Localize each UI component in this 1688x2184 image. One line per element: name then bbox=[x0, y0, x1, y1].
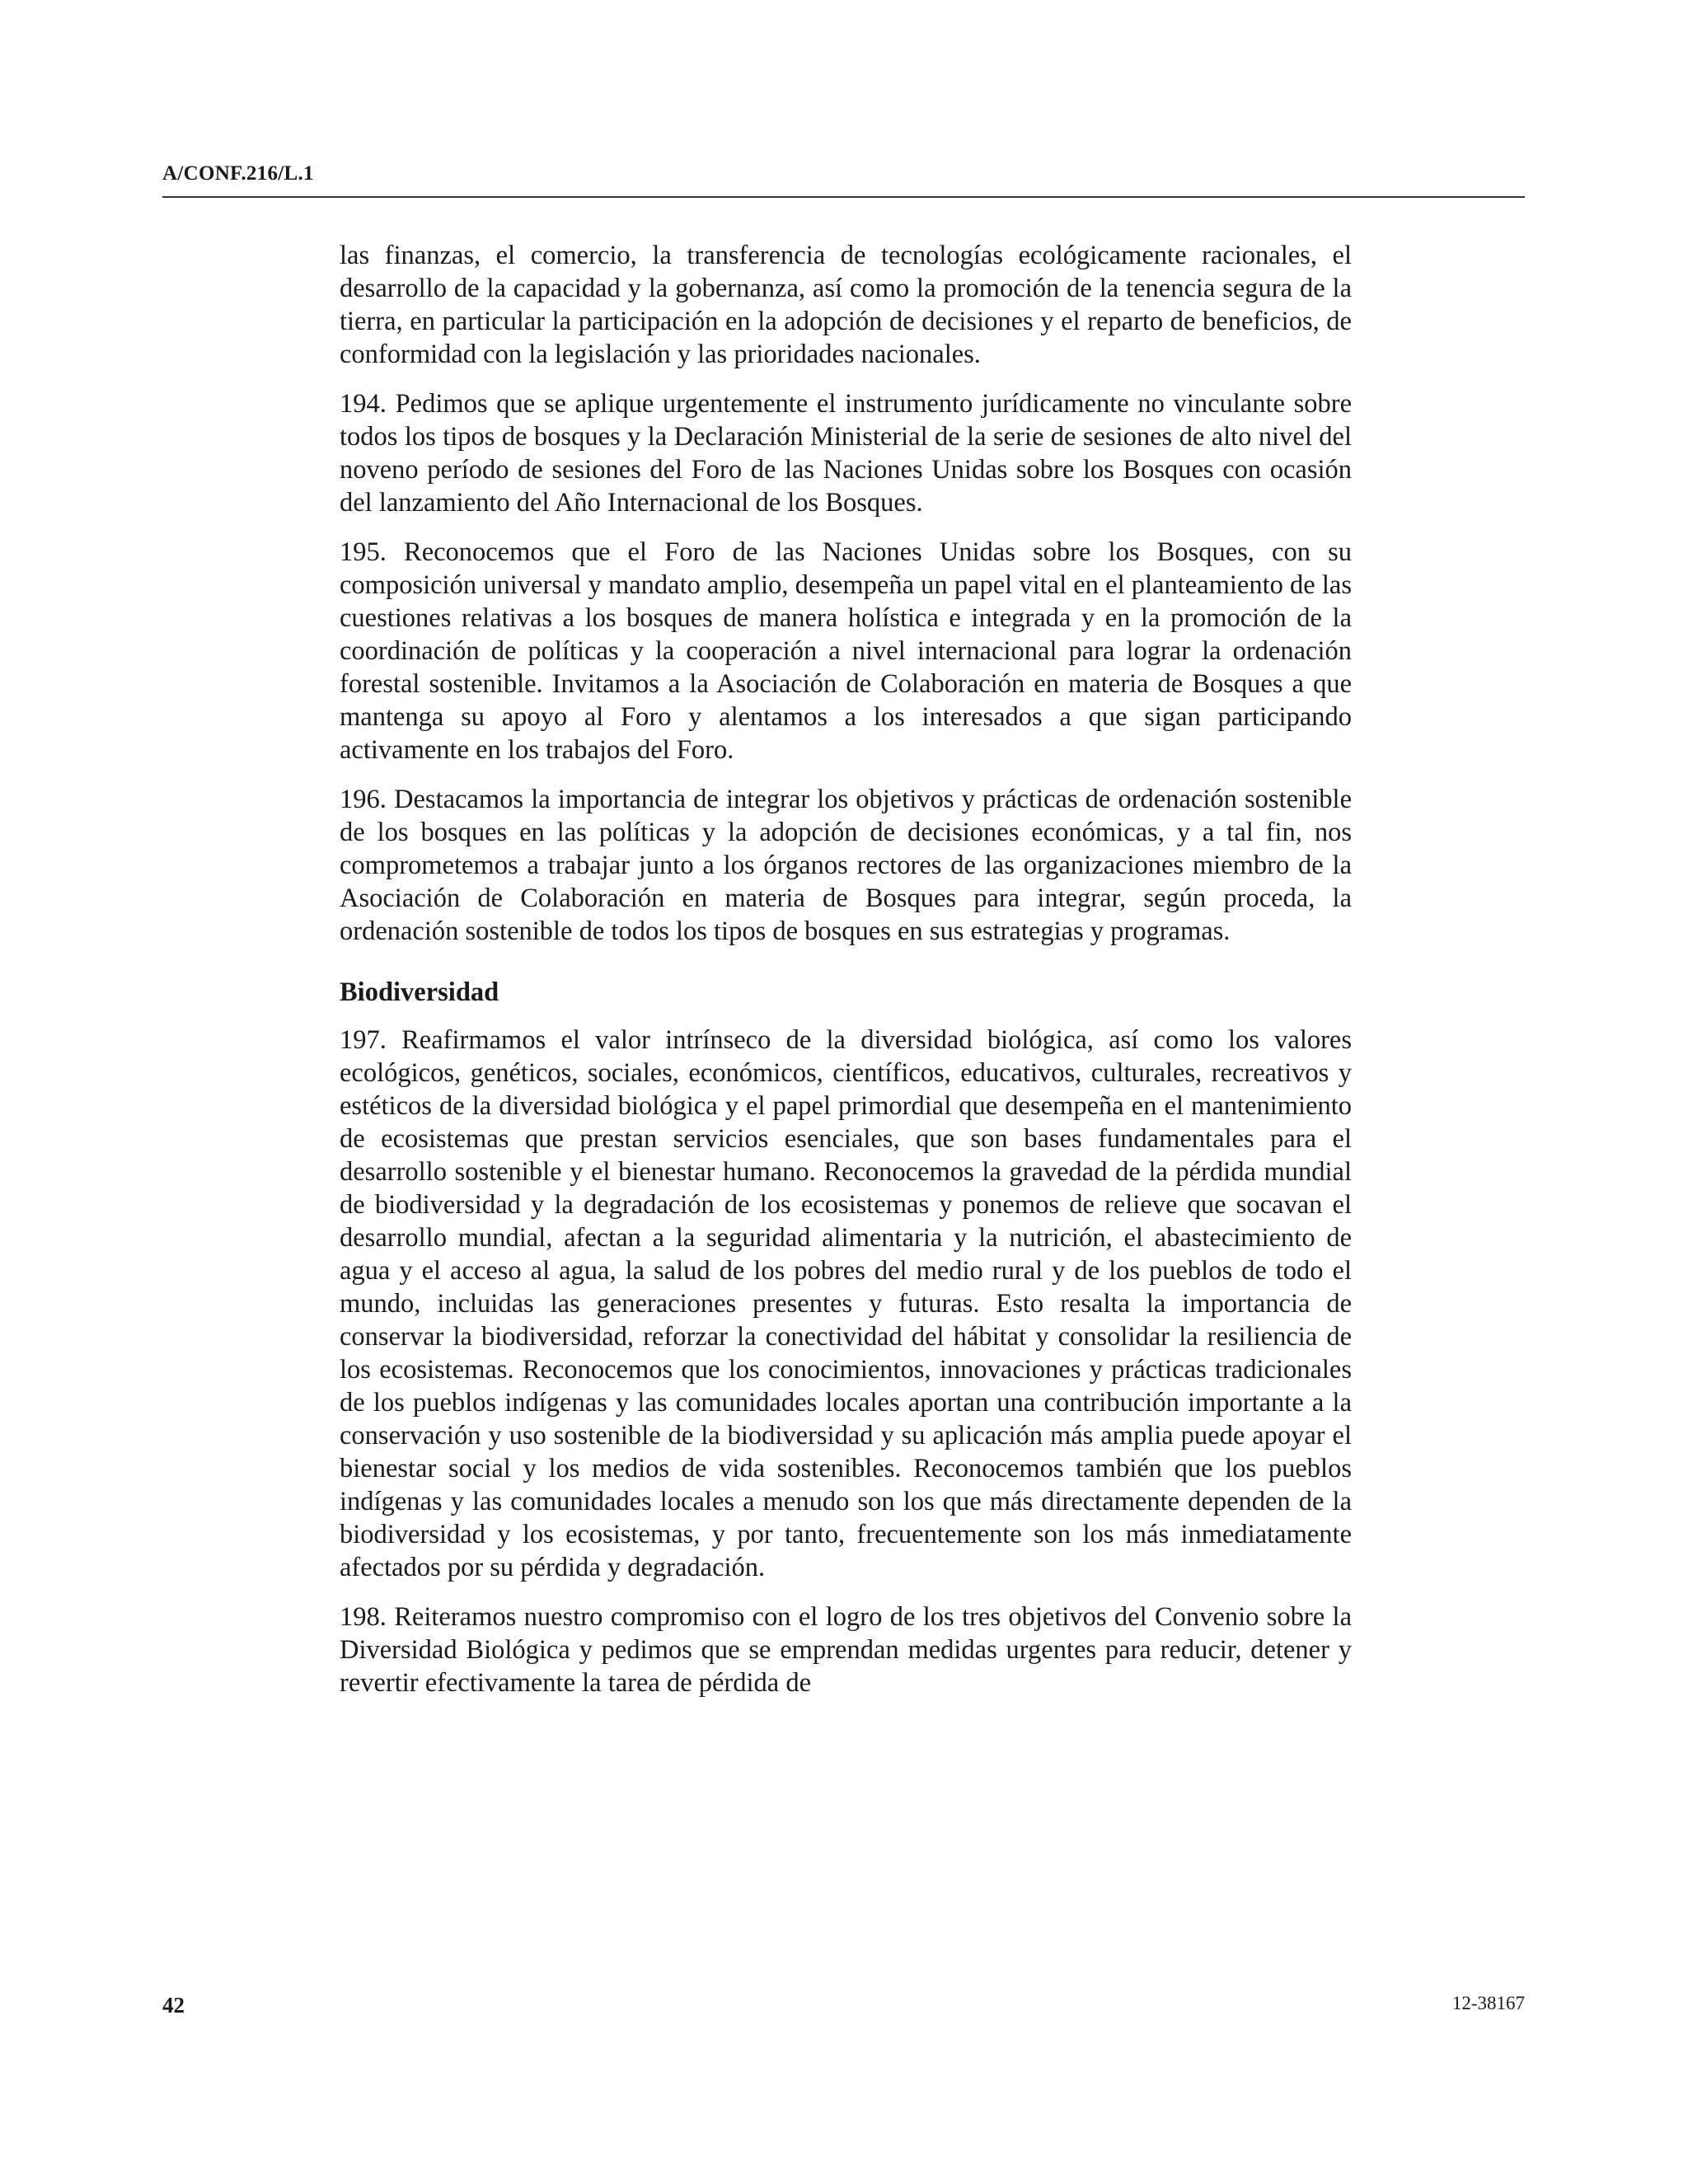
document-symbol: A/CONF.216/L.1 bbox=[162, 162, 314, 185]
job-number: 12-38167 bbox=[1451, 1993, 1525, 2013]
page-number: 42 bbox=[162, 1993, 185, 2018]
section-heading-biodiversidad: Biodiversidad bbox=[340, 977, 499, 1007]
paragraph-197: 197. Reafirmamos el valor intrínseco de la diversidad biológica, así como los valores ecológicos, genéticos, sociales, económicos, científicos, educativos, culturales, recreativos y estéticos de la diversidad biológica y el papel primordial que desempeña en el mantenimiento de ecosistemas que prestan servicios esenciales, que son bases fundamentales para el desarrollo sostenible y el bienestar humano. Reconocemos la gravedad de la pérdida mundial de biodiversidad y la degradación de los ecosistemas y ponemos de relieve que socavan el desarrollo mundial, afectan a la seguridad alimentaria y la nutrición, el abastecimiento de agua y el acceso al agua, la salud de los pobres del medio rural y de los pueblos de todo el mundo, incluidas las generaciones presentes y futuras. Esto resalta la importancia de conservar la biodiversidad, reforzar la conectividad del hábitat y consolidar la resiliencia de los ecosistemas. Reconocemos que los conocimientos, innovaciones y prácticas tradicionales de los pueblos indígenas y las comunidades locales aportan una contribución importante a la conservación y uso sostenible de la biodiversidad y su aplicación más amplia puede apoyar el bienestar social y los medios de vida sostenibles. Reconocemos también que los pueblos indígenas y las comunidades locales a menudo son los que más directamente dependen de la biodiversidad y los ecosistemas, y por tanto, frecuentemente son los más inmediatamente afectados por su pérdida y degradación. bbox=[340, 1025, 1352, 1582]
header-divider bbox=[162, 196, 1525, 198]
paragraph-194: 194. Pedimos que se aplique urgentemente el instrumento jurídicamente no vinculante sobre todos los tipos de bosques y la Declaración Ministerial de la serie de sesiones de alto nivel del noveno período de sesiones del Foro de las Naciones Unidas sobre los Bosques con ocasión del lanzamiento del Año Internacional de los Bosques. bbox=[340, 389, 1352, 518]
paragraph-195: 195. Reconocemos que el Foro de las Naciones Unidas sobre los Bosques, con su composición universal y mandato amplio, desempeña un papel vital en el planteamiento de las cuestiones relativas a los bosques de manera holística e integrada y en la promoción de la coordinación de políticas y la cooperación a nivel internacional para lograr la ordenación forestal sostenible. Invitamos a la Asociación de Colaboración en materia de Bosques a que mantenga su apoyo al Foro y alentamos a los interesados a que sigan participando activamente en los trabajos del Foro. bbox=[340, 537, 1352, 765]
paragraph-198: 198. Reiteramos nuestro compromiso con el logro de los tres objetivos del Convenio sobre la Diversidad Biológica y pedimos que se emprendan medidas urgentes para reducir, detener y revertir efectivamente la tarea de pérdida de bbox=[340, 1602, 1352, 1698]
document-body bbox=[340, 239, 1352, 1716]
paragraph-continuation: las finanzas, el comercio, la transferencia de tecnologías ecológicamente racionales, el desarrollo de la capacidad y la gobernanza, así como la promoción de la tenencia segura de la tierra, en particular la participación en la adopción de decisiones y el reparto de beneficios, de conformidad con la legislación y las prioridades nacionales. bbox=[340, 241, 1352, 369]
paragraph-196: 196. Destacamos la importancia de integrar los objetivos y prácticas de ordenación sostenible de los bosques en las políticas y la adopción de decisiones económicas, y a tal fin, nos comprometemos a trabajar junto a los órganos rectores de las organizaciones miembro de la Asociación de Colaboración en materia de Bosques para integrar, según proceda, la ordenación sostenible de todos los tipos de bosques en sus estrategias y programas. bbox=[340, 785, 1352, 946]
